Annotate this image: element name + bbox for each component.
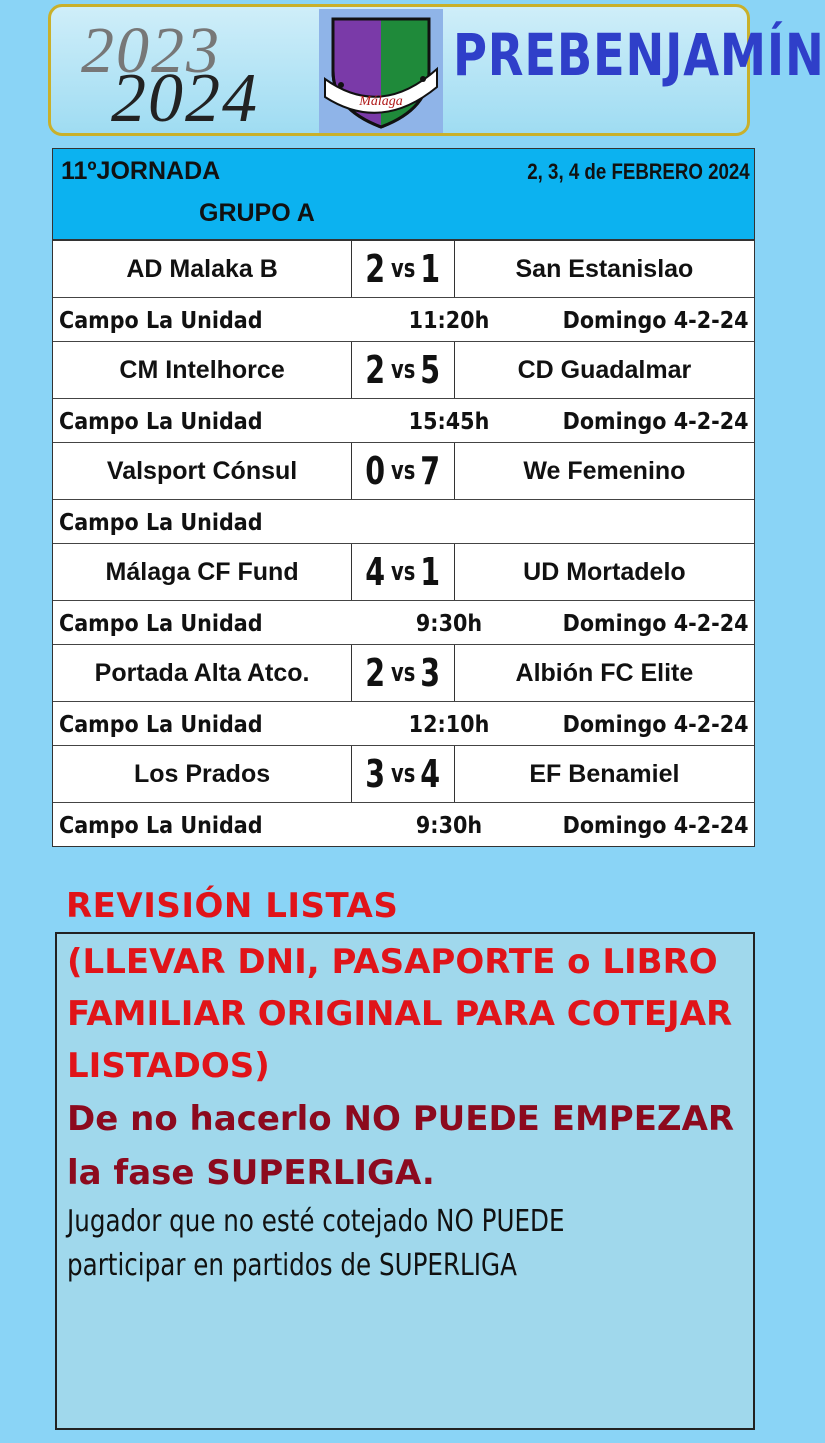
match-row <box>53 746 754 803</box>
match-day: Domingo 4-2-24 <box>562 712 748 738</box>
season-end-year: 2024 <box>111 60 259 137</box>
match-venue: Campo La Unidad <box>59 813 263 839</box>
match-info-row <box>53 500 754 544</box>
vs-label: vs <box>390 658 416 688</box>
match-info-row <box>53 601 754 645</box>
notice-warning-text: De no hacerlo NO PUEDE EMPEZAR la fase SUPERLIGA. <box>67 1099 735 1193</box>
results-table <box>52 148 755 847</box>
notice-documents-text: (LLEVAR DNI, PASAPORTE o LIBRO FAMILIAR ORIGINAL PARA COTEJAR LISTADOS) <box>67 942 733 1086</box>
away-team: Albión FC Elite <box>515 658 694 687</box>
away-goals: 7 <box>420 449 441 493</box>
away-team: EF Benamiel <box>529 759 680 788</box>
svg-text:Málaga: Málaga <box>359 94 403 109</box>
home-goals: 4 <box>365 550 386 594</box>
home-goals: 2 <box>365 348 386 392</box>
notice-heading: REVISIÓN LISTAS <box>66 886 399 926</box>
away-goals: 4 <box>420 752 441 796</box>
match-info-row <box>53 399 754 443</box>
vs-label: vs <box>390 557 416 587</box>
match-score <box>351 342 455 398</box>
away-goals: 3 <box>420 651 441 695</box>
away-team: CD Guadalmar <box>517 355 692 384</box>
home-team: Los Prados <box>133 759 271 788</box>
away-team: We Femenino <box>523 456 686 485</box>
match-time: 11:20h <box>408 308 490 334</box>
home-team: Portada Alta Atco. <box>94 658 310 687</box>
match-score <box>351 645 455 701</box>
notice-player-text: Jugador que no esté cotejado NO PUEDE participar en partidos de SUPERLIGA <box>67 1204 565 1283</box>
vs-label: vs <box>390 456 416 486</box>
match-venue: Campo La Unidad <box>59 409 263 435</box>
match-time: 12:10h <box>408 712 490 738</box>
match-score <box>351 544 455 600</box>
match-score <box>351 443 455 499</box>
match-info-row <box>53 702 754 746</box>
round-dates: 2, 3, 4 de FEBRERO 2024 <box>527 159 750 184</box>
match-row <box>53 443 754 500</box>
match-venue: Campo La Unidad <box>59 510 263 536</box>
away-team: San Estanislao <box>515 254 694 283</box>
match-venue: Campo La Unidad <box>59 308 263 334</box>
away-goals: 1 <box>420 550 441 594</box>
match-info-row <box>53 298 754 342</box>
header-banner <box>48 4 825 137</box>
home-goals: 2 <box>365 651 386 695</box>
home-goals: 3 <box>365 752 386 796</box>
match-day: Domingo 4-2-24 <box>562 813 748 839</box>
match-score <box>351 241 455 297</box>
category-title: PREBENJAMÍN <box>453 21 825 89</box>
vs-label: vs <box>390 759 416 789</box>
match-time: 9:30h <box>415 611 483 637</box>
match-row <box>53 241 754 298</box>
away-goals: 5 <box>420 348 441 392</box>
match-day: Domingo 4-2-24 <box>562 611 748 637</box>
match-day: Domingo 4-2-24 <box>562 308 748 334</box>
away-team: UD Mortadelo <box>523 557 686 586</box>
home-team: CM Intelhorce <box>119 355 285 384</box>
match-time: 15:45h <box>408 409 490 435</box>
home-team: Valsport Cónsul <box>106 456 298 485</box>
match-venue: Campo La Unidad <box>59 611 263 637</box>
match-row <box>53 342 754 399</box>
group-label: GRUPO A <box>199 199 315 227</box>
away-goals: 1 <box>420 247 441 291</box>
round-number: 11ºJORNADA <box>61 157 221 185</box>
match-row <box>53 544 754 601</box>
match-venue: Campo La Unidad <box>59 712 263 738</box>
vs-label: vs <box>390 355 416 385</box>
notice-box <box>55 932 755 1430</box>
season-start-year: 2023 <box>81 14 221 87</box>
round-header <box>53 149 754 241</box>
match-score <box>351 746 455 802</box>
home-team: Málaga CF Fund <box>105 557 299 586</box>
vs-label: vs <box>390 254 416 284</box>
home-goals: 0 <box>365 449 386 493</box>
match-info-row <box>53 803 754 846</box>
club-crest-logo <box>319 9 443 133</box>
match-time: 9:30h <box>415 813 483 839</box>
home-goals: 2 <box>365 247 386 291</box>
match-day: Domingo 4-2-24 <box>562 409 748 435</box>
match-row <box>53 645 754 702</box>
home-team: AD Malaka B <box>126 254 278 283</box>
